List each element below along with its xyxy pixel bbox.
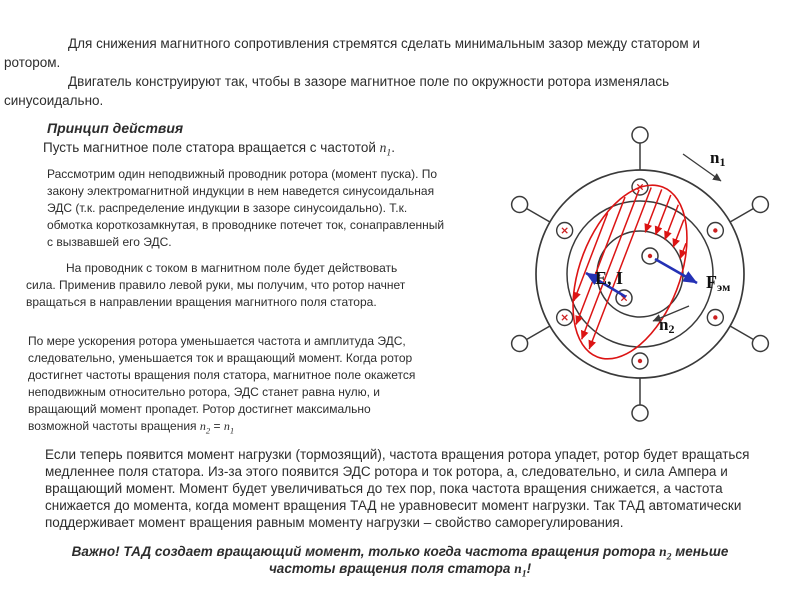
field-arrow (673, 220, 684, 248)
principle-intro-line: Пусть магнитное поле статора вращается с частотой $n_1$. (43, 140, 396, 159)
label-n1: n1 (710, 148, 726, 169)
stator-terminal-lead (730, 326, 753, 340)
important-note: Важно! ТАД создает вращающий момент, только когда частота вращения ротора $n_2$ меньше частоты вращения поля статора $n_1$! (71, 544, 729, 580)
intro-block (4, 34, 724, 110)
label-n2: n2 (659, 315, 675, 336)
stator-terminal (512, 197, 528, 213)
stator-terminal-lead (527, 209, 550, 223)
principle-intro-text: Пусть магнитное поле статора вращается с частотой (43, 140, 380, 155)
field-arrow (582, 190, 639, 340)
math-var-n1: n (514, 561, 522, 576)
current-out-of-page-marker (713, 315, 717, 319)
stator-terminal-lead (730, 209, 753, 223)
label-emf-current: E, I (595, 268, 624, 288)
math-var-n2: n (199, 419, 206, 433)
stator-terminal (752, 197, 768, 213)
current-out-of-page-marker (648, 254, 652, 258)
math-var-n1: n (223, 419, 230, 433)
stator-terminal (632, 405, 648, 421)
current-out-of-page-marker (638, 359, 642, 363)
field-ellipse (551, 169, 710, 375)
stator-terminal-lead (527, 326, 550, 340)
field-arrow (665, 205, 678, 240)
principle-heading: Принцип действия (47, 120, 184, 136)
math-var-n1: n (379, 140, 387, 155)
force-arrow-right (655, 259, 697, 283)
motor-cross-section-diagram (497, 118, 797, 430)
paragraph-load-torque: Если теперь появится момент нагрузки (тормозящий), частота вращения ротора упадет, ротор будет вращаться медленнее поля статора. Из-за этого появится ЭДС ротора и ток ротора, а, следовательно, и сила Ампера и вращающий момент. Момент будет увеличиваться до тех пор, пока частота вращения снижается, а частота снижается до момента, когда момент вращения ТАД не уравновесит момент нагрузки. Так ТАД автоматически поддерживает момент вращения равным моменту нагрузки – свойство саморегулирования. (45, 447, 750, 530)
paragraph-force-on-conductor: На проводник с током в магнитном поле будет действовать сила. Применив правило левой руки, мы получим, что ротор начнет вращаться в направлении вращения магнитного поля статора. (26, 261, 406, 309)
intro-paragraph-1: Для снижения магнитного сопротивления стремятся сделать минимальным зазор между статором и ротором. (4, 36, 700, 70)
intro-paragraph-2: Двигатель конструируют так, чтобы в зазоре магнитное поле по окружности ротора изменялась синусоидально. (4, 74, 670, 108)
stator-terminal (512, 336, 528, 352)
math-var-n2: n (659, 544, 667, 559)
field-arrow (576, 197, 625, 324)
label-force: Fэм (706, 272, 731, 294)
stator-terminal (752, 336, 768, 352)
field-ellipse-group (551, 169, 710, 375)
stator-terminal (632, 127, 648, 143)
paragraph-starting-conductor: Рассмотрим один неподвижный проводник ротора (момент пуска). По закону электромагнитной индукции в нем наведется синусоидальная ЭДС (т.к. распределение индукции в зазоре синусоидально). Т.к. обмотка короткозамкнутая, в проводнике потечет ток, сонаправленный с вызвавшей его ЭДС. (47, 167, 445, 249)
current-out-of-page-marker (713, 228, 717, 232)
paragraph-acceleration: По мере ускорения ротора уменьшается частота и амплитуда ЭДС, следовательно, уменьшается ток и вращающий момент. Когда ротор достигнет частоты вращения поля статора, магнитное поле окажется неподвижным относительно ротора, ЭДС станет равна нулю, и вращающий момент пропадет. Ротор достигнет максимально возможной частоты вращения $n_2 = n_1$ (28, 334, 416, 436)
